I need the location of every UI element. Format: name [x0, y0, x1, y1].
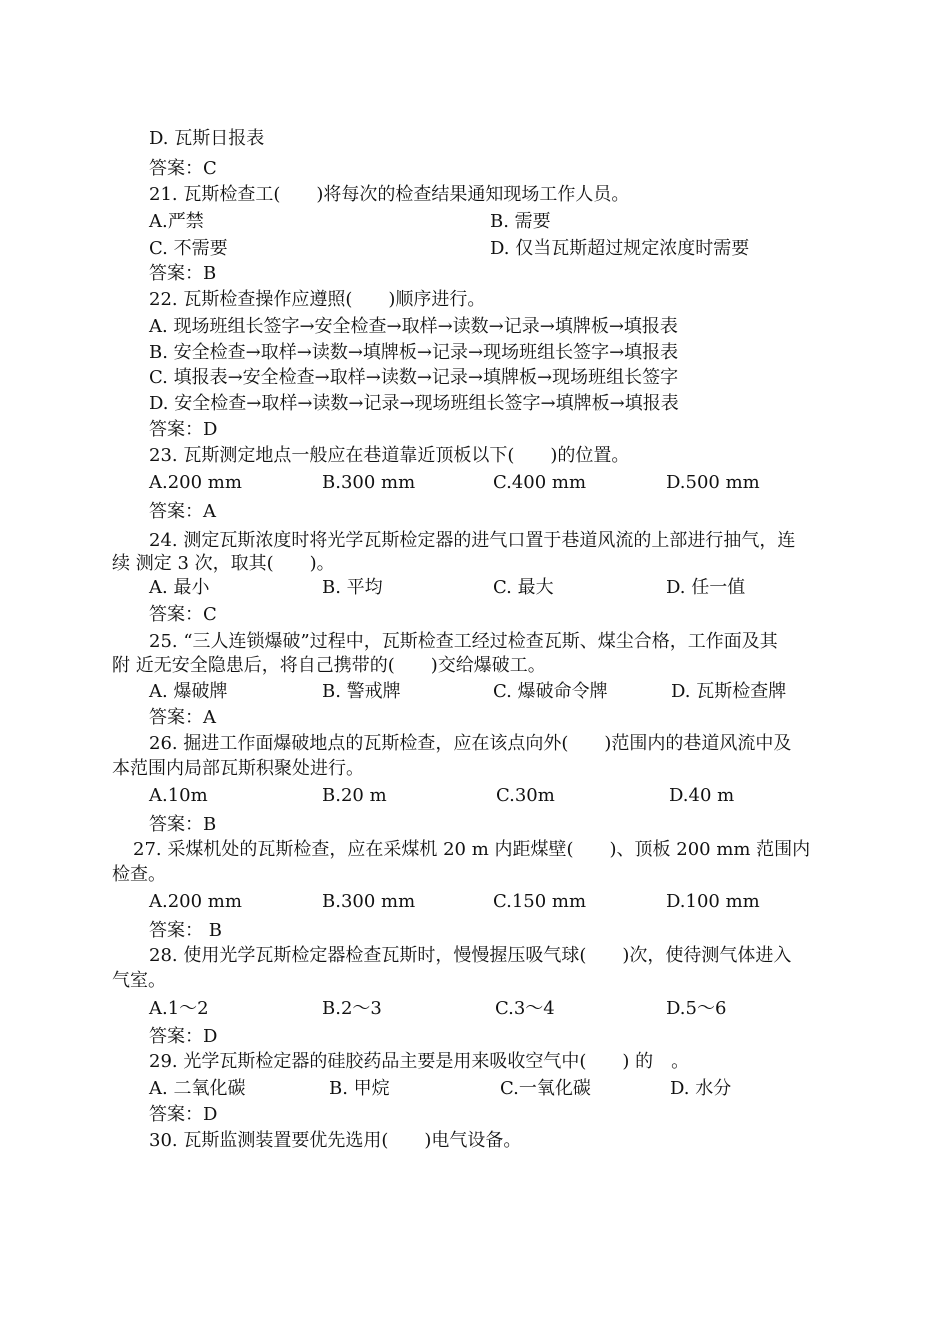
q27-option-b: B.300 mm — [322, 891, 416, 912]
q26-stem-line1: 26. 掘进工作面爆破地点的瓦斯检查，应在该点向外( )范围内的巷道风流中及 — [149, 733, 792, 754]
q21-stem: 21. 瓦斯检查工( )将每次的检查结果通知现场工作人员。 — [149, 184, 630, 205]
q24-option-a: A. 最小 — [149, 577, 210, 598]
q23-option-b: B.300 mm — [322, 472, 416, 493]
q26-option-b: B.20 m — [322, 785, 387, 806]
q22-option-b: B. 安全检查→取样→读数→填牌板→记录→现场班组长签字→填报表 — [149, 342, 679, 363]
q25-option-b: B. 警戒牌 — [322, 681, 401, 702]
q27-option-a: A.200 mm — [149, 891, 242, 912]
q27-stem-line2: 检查。 — [112, 864, 166, 885]
q30-stem: 30. 瓦斯监测装置要优先选用( )电气设备。 — [149, 1130, 522, 1151]
q25-option-c: C. 爆破命令牌 — [493, 681, 608, 702]
q26-option-a: A.10m — [149, 785, 208, 806]
q26-option-d: D.40 m — [669, 785, 735, 806]
q28-option-c: C.3～4 — [495, 998, 555, 1019]
q29-option-b: B. 甲烷 — [329, 1078, 390, 1099]
q25-option-a: A. 爆破牌 — [149, 681, 228, 702]
q24-answer: 答案：C — [149, 604, 217, 625]
q21-option-a: A.严禁 — [149, 211, 204, 232]
q28-answer: 答案：D — [149, 1026, 218, 1047]
prev-option-d: D. 瓦斯日报表 — [149, 128, 265, 149]
q29-option-c: C.一氧化碳 — [500, 1078, 591, 1099]
q29-answer: 答案：D — [149, 1104, 218, 1125]
q29-option-a: A. 二氧化碳 — [149, 1078, 246, 1099]
q25-stem-line2: 附 近无安全隐患后，将自己携带的( )交给爆破工。 — [112, 655, 546, 676]
q21-option-b: B. 需要 — [490, 211, 551, 232]
q26-stem-line2: 本范围内局部瓦斯积聚处进行。 — [112, 758, 364, 779]
q23-stem: 23. 瓦斯测定地点一般应在巷道靠近顶板以下( )的位置。 — [149, 445, 630, 466]
q25-stem-line1: 25. “三人连锁爆破”过程中，瓦斯检查工经过检查瓦斯、煤尘合格，工作面及其 — [149, 631, 778, 652]
q28-option-a: A.1～2 — [149, 998, 209, 1019]
q22-option-c: C. 填报表→安全检查→取样→读数→记录→填牌板→现场班组长签字 — [149, 367, 679, 388]
q24-option-c: C. 最大 — [493, 577, 554, 598]
q22-option-d: D. 安全检查→取样→读数→记录→现场班组长签字→填牌板→填报表 — [149, 393, 679, 414]
q22-answer: 答案：D — [149, 419, 218, 440]
q24-stem-line1: 24. 测定瓦斯浓度时将光学瓦斯检定器的进气口置于巷道风流的上部进行抽气，连 — [149, 530, 796, 551]
q22-stem: 22. 瓦斯检查操作应遵照( )顺序进行。 — [149, 289, 486, 310]
q22-option-a: A. 现场班组长签字→安全检查→取样→读数→记录→填牌板→填报表 — [149, 316, 678, 337]
prev-answer: 答案：C — [149, 158, 217, 179]
q26-option-c: C.30m — [496, 785, 555, 806]
q28-option-d: D.5～6 — [666, 998, 727, 1019]
q21-option-c: C. 不需要 — [149, 238, 228, 259]
q21-answer: 答案：B — [149, 263, 217, 284]
q24-option-b: B. 平均 — [322, 577, 383, 598]
q27-stem-line1: 27. 采煤机处的瓦斯检查，应在采煤机 20 m 内距煤壁( )、顶板 200 mm 范围内 — [133, 839, 811, 860]
q27-answer: 答案： B — [149, 920, 222, 941]
q26-answer: 答案：B — [149, 814, 217, 835]
q29-option-d: D. 水分 — [670, 1078, 732, 1099]
q28-option-b: B.2～3 — [322, 998, 382, 1019]
q23-option-d: D.500 mm — [666, 472, 760, 493]
q27-option-d: D.100 mm — [666, 891, 760, 912]
q28-stem-line2: 气室。 — [112, 970, 166, 991]
q27-option-c: C.150 mm — [493, 891, 587, 912]
q21-option-d: D. 仅当瓦斯超过规定浓度时需要 — [490, 238, 750, 259]
q25-answer: 答案：A — [149, 707, 216, 728]
q28-stem-line1: 28. 使用光学瓦斯检定器检查瓦斯时，慢慢握压吸气球( )次，使待测气体进入 — [149, 945, 792, 966]
q24-option-d: D. 任一值 — [666, 577, 746, 598]
q23-option-c: C.400 mm — [493, 472, 587, 493]
q23-option-a: A.200 mm — [149, 472, 242, 493]
q24-stem-line2: 续 测定 3 次，取其( )。 — [112, 553, 335, 574]
q25-option-d: D. 瓦斯检查牌 — [671, 681, 787, 702]
q23-answer: 答案：A — [149, 501, 216, 522]
q29-stem: 29. 光学瓦斯检定器的硅胶药品主要是用来吸收空气中( ) 的 。 — [149, 1051, 690, 1072]
